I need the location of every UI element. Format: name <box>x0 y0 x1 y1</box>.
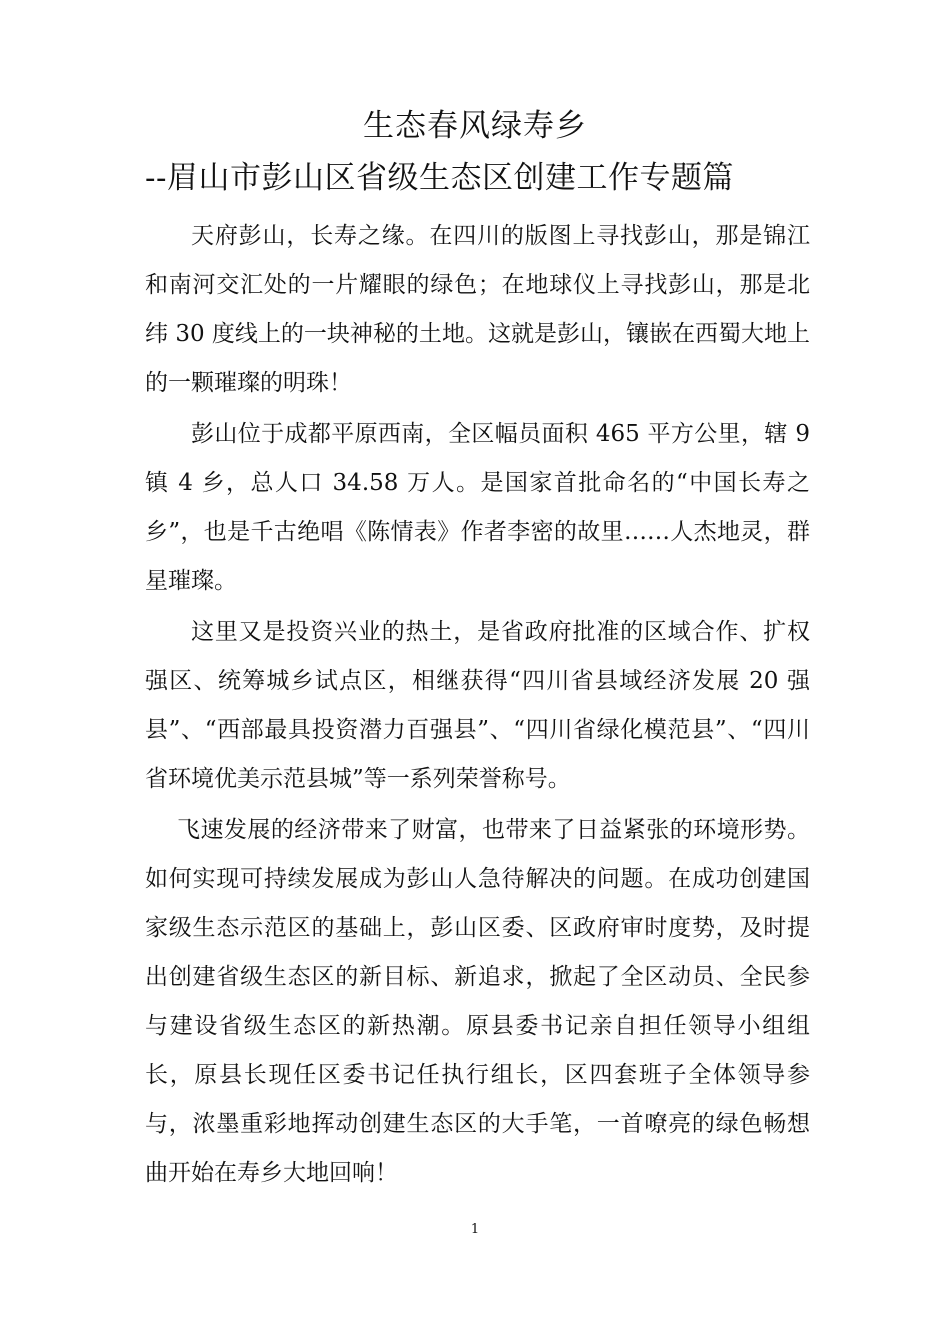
document-body <box>145 212 810 1198</box>
paragraph-1: 天府彭山，长寿之缘。在四川的版图上寻找彭山，那是锦江和南河交汇处的一片耀眼的绿色；在地球仪上寻找彭山，那是北纬 30 度线上的一块神秘的土地。这就是彭山，镶嵌在西蜀大地上的一颗璀璨的明珠！ <box>145 223 810 396</box>
page-number: 1 <box>470 1222 480 1237</box>
paragraph-4: 飞速发展的经济带来了财富，也带来了日益紧张的环境形势。如何实现可持续发展成为彭山人急待解决的问题。在成功创建国家级生态示范区的基础上，彭山区委、区政府审时度势，及时提出创建省级生态区的新目标、新追求，掀起了全区动员、全民参与建设省级生态区的新热潮。原县委书记亲自担任领导小组组长，原县长现任区委书记任执行组长，区四套班子全体领导参与，浓墨重彩地挥动创建生态区的大手笔，一首嘹亮的绿色畅想曲开始在寿乡大地回响！ <box>145 817 810 1186</box>
document-title: 生态春风绿寿乡 <box>363 108 587 144</box>
paragraph-2: 彭山位于成都平原西南，全区幅员面积 465 平方公里，辖 9 镇 4 乡，总人口 34.58 万人。是国家首批命名的“中国长寿之乡”，也是千古绝唱《陈情表》作者李密的故里……人杰地灵，群星璀璨。 <box>145 421 810 594</box>
paragraph-3: 这里又是投资兴业的热土，是省政府批准的区域合作、扩权强区、统筹城乡试点区，相继获得“四川省县域经济发展 20 强县”、“西部最具投资潜力百强县”、“四川省绿化模范县”、“四川省环境优美示范县城”等一系列荣誉称号。 <box>145 619 810 792</box>
document-subtitle: --眉山市彭山区省级生态区创建工作专题篇 <box>145 160 734 196</box>
